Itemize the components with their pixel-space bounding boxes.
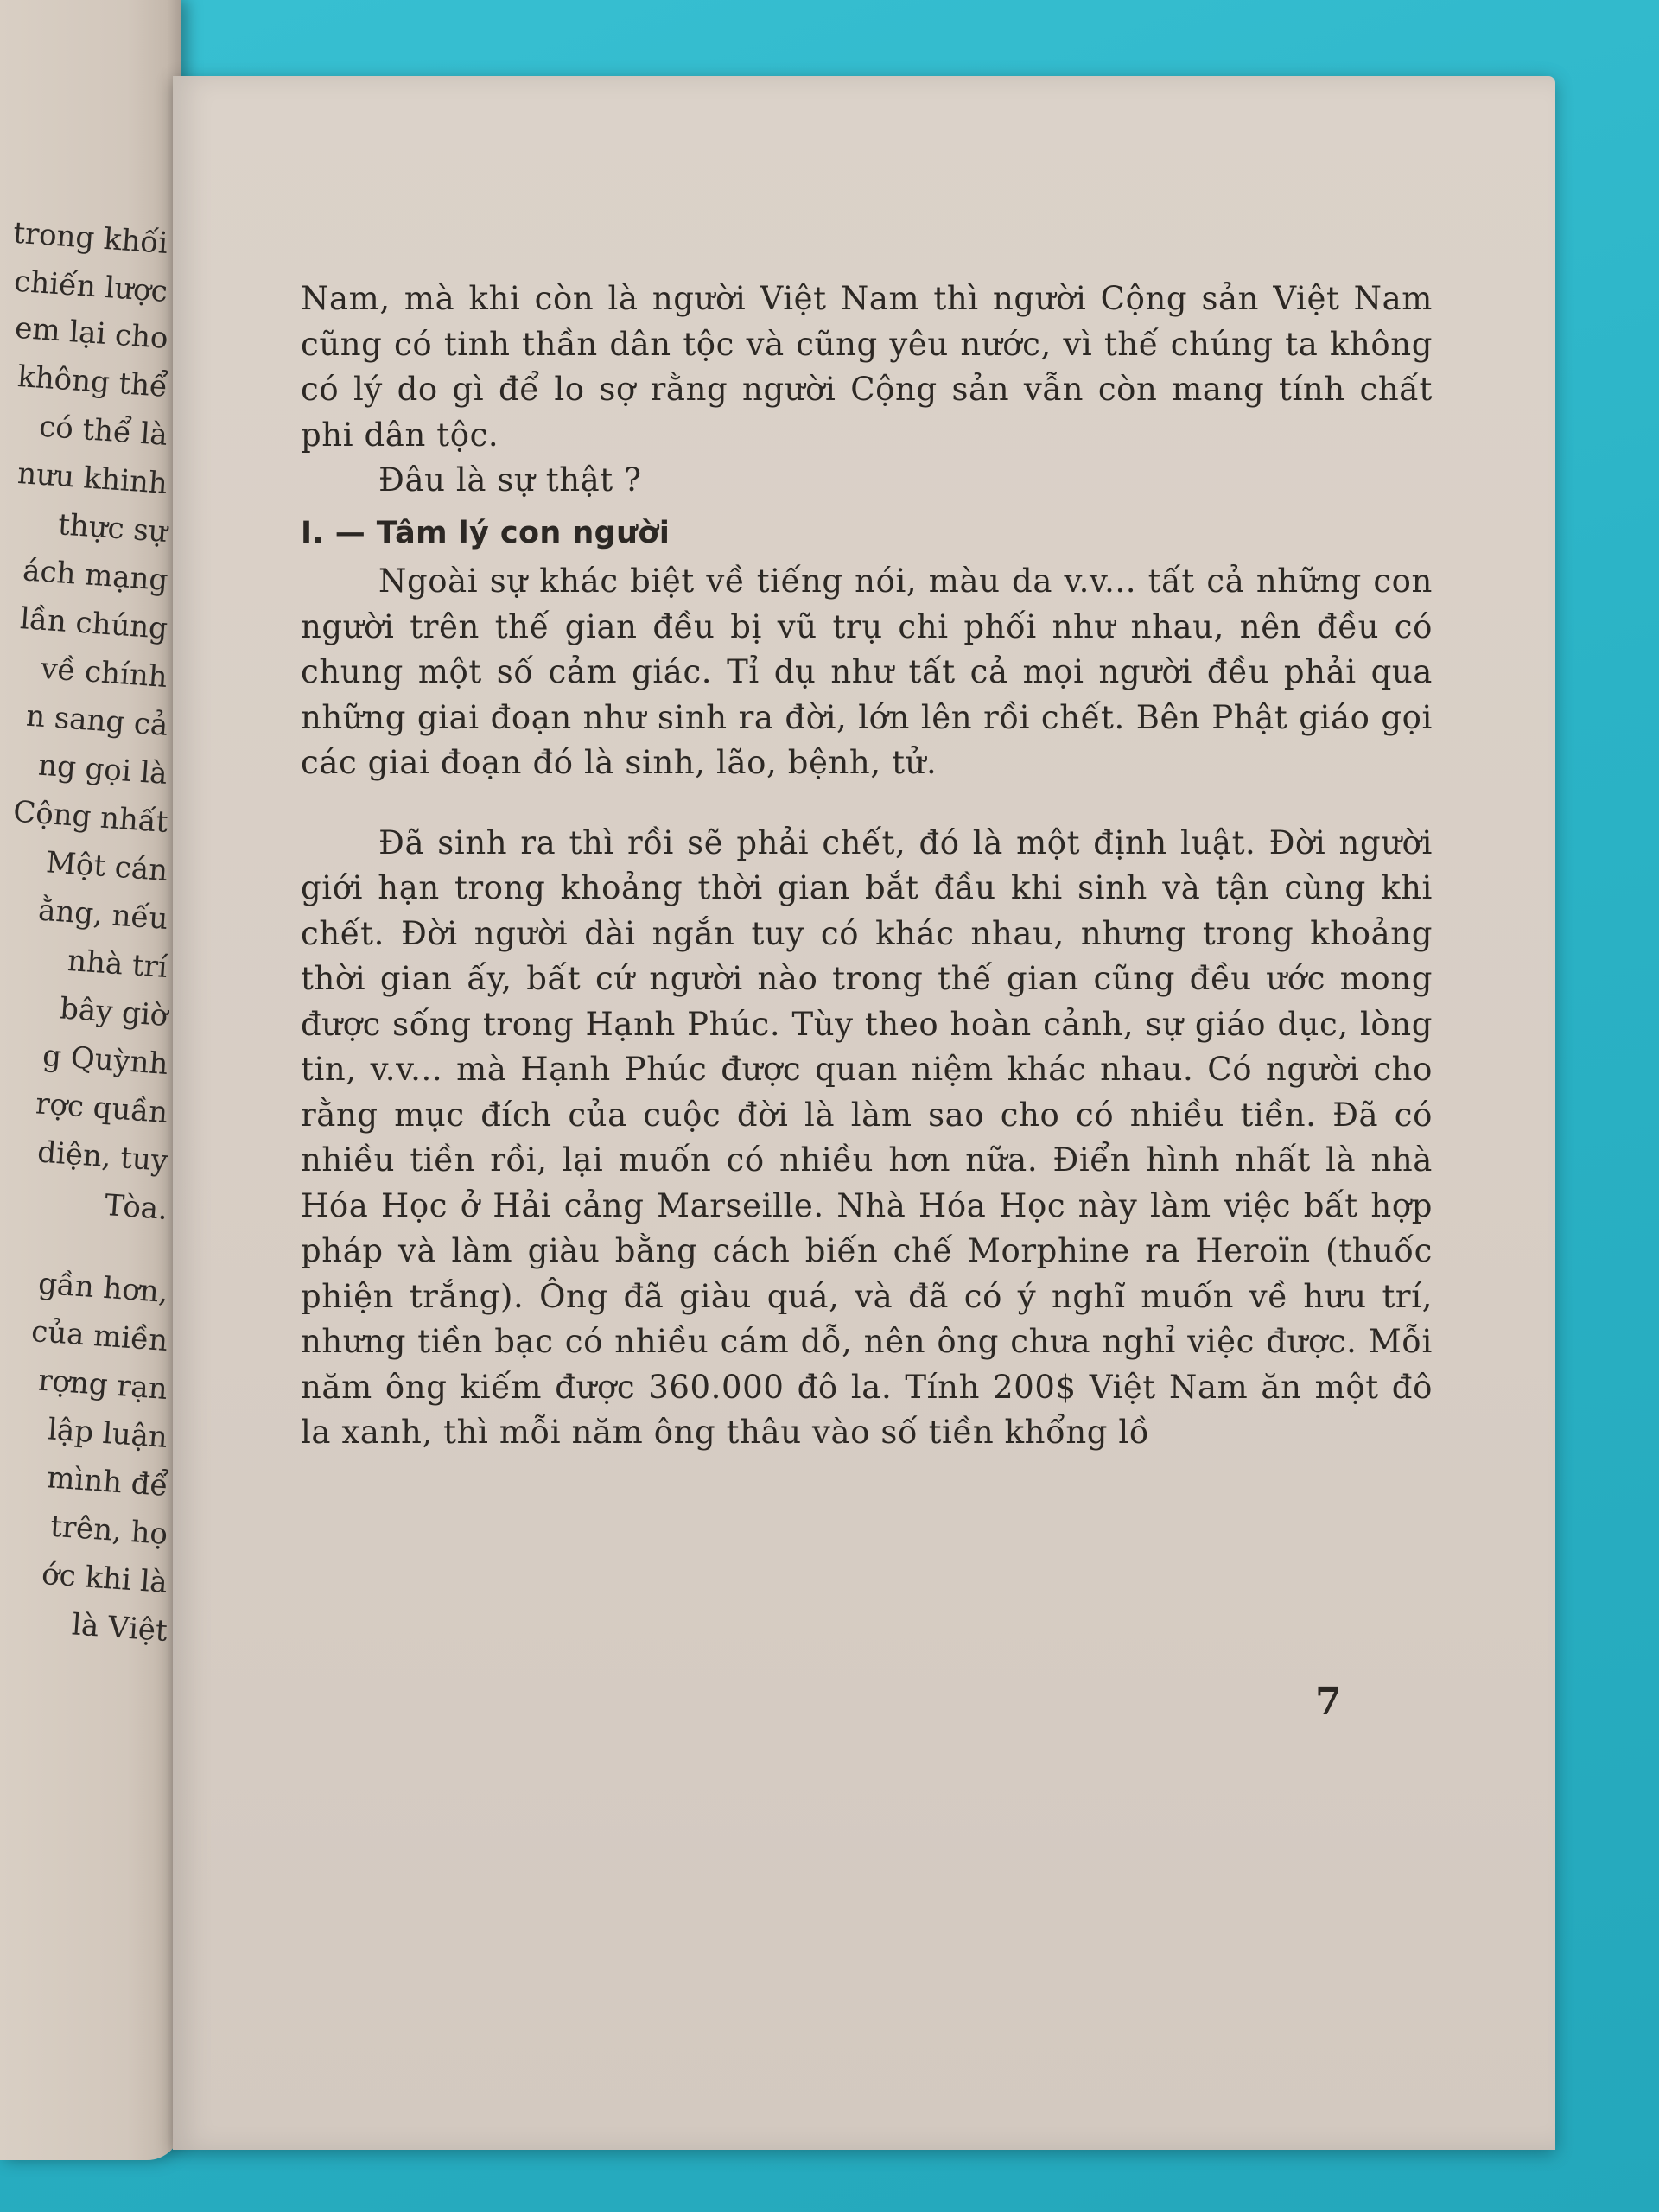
text-line: kiếm được 360.000 đô la. Tính 200$ Việt Nam ăn một: [460, 1368, 1379, 1406]
text-line: Học ở Hải cảng Marseille. Nhà Hóa Học này làm việc: [381, 1186, 1292, 1224]
text-line: cám dỗ, nên ông chưa nghỉ việc được. Mỗi năm ông: [301, 1323, 1433, 1406]
text-line: bất cứ người nào trong thế gian cũng đều ước mong: [526, 960, 1433, 997]
text-line: luật. Đời người giới hạn trong khoảng thời gian bắt: [301, 823, 1433, 906]
left-page-text-line: Tòa.: [103, 1187, 169, 1227]
left-page-text-line: chiến lược: [13, 264, 169, 309]
paragraph-1: [301, 559, 1433, 786]
text-line: bất hợp pháp và làm giàu bằng cách biến chế Morphine: [301, 1186, 1433, 1269]
text-line: muốn có nhiều hơn nữa. Điển hình nhất là nhà Hóa: [301, 1141, 1433, 1224]
left-page-text-line: Cộng nhất: [11, 794, 169, 840]
left-page-text-line: g Quỳnh: [41, 1038, 169, 1082]
left-page-text-line: trên, họ: [49, 1509, 169, 1552]
left-page-text-line: thực sự: [57, 507, 169, 550]
text-line: có ý nghĩ muốn về hưu trí, nhưng tiền bạc có nhiều: [301, 1277, 1433, 1360]
left-page-text-line: ằng, nếu: [36, 893, 169, 937]
text-line: giáo dục, lòng tin, v.v... mà Hạnh Phúc được quan niệm: [301, 1005, 1433, 1088]
left-page-text-line: ng gọi là: [37, 747, 169, 791]
left-page-text-line: là Việt: [71, 1607, 169, 1649]
text-line: Đã sinh ra thì rồi sẽ phải chết, đó là một định: [378, 823, 1167, 861]
text-line: người Cộng sản vẫn còn mang tính chất phi dân tộc.: [301, 371, 1433, 454]
left-page-text-line: nhà trí: [67, 943, 169, 985]
text-line: là làm sao cho có nhiều tiền. Đã có nhiều tiền rồi, lại: [301, 1096, 1433, 1179]
text-line: đoạn như sinh ra đời, lớn lên rồi chết. Bên Phật giáo: [490, 698, 1370, 736]
left-page-text-line: rợng rạn: [37, 1363, 169, 1407]
text-line: khác nhau. Có người cho rằng mục đích của cuộc đời: [301, 1051, 1433, 1134]
left-page-text-line: n sang cả: [24, 698, 169, 743]
text-line: ra Heroïn (thuốc phiện trắng). Ông đã giàu quá, và đã: [301, 1232, 1433, 1315]
intro-paragraph: [301, 276, 1433, 458]
left-page-text-line: gần hơn,: [36, 1266, 169, 1310]
section-heading: I. — Tâm lý con người: [301, 515, 671, 550]
left-page-text-line: diện, tuy: [35, 1135, 169, 1179]
left-page-text-line: Một cán: [44, 845, 169, 888]
left-page-text-line: rợc quần: [35, 1086, 169, 1130]
left-page-text-line: ách mạng: [21, 553, 169, 598]
text-line: cả những con người trên thế gian đều bị vũ trụ chi: [301, 563, 1433, 645]
text-line: đô la xanh, thì mỗi năm ông thâu vào số tiền khổng lồ: [301, 1368, 1433, 1451]
text-line: sản Việt Nam cũng có tinh thần dân tộc và cũng yêu: [301, 280, 1433, 363]
left-page-text-line: không thể: [16, 359, 169, 404]
left-page-text-line: về chính: [40, 651, 169, 695]
left-page-text-line: bây giờ: [58, 991, 169, 1033]
left-page-text-line: có thể là: [38, 409, 169, 453]
page-text: [301, 276, 1433, 1456]
left-page-text-line: của miền: [30, 1314, 169, 1358]
book-page: [173, 76, 1555, 2150]
text-line: được sống trong Hạnh Phúc. Tùy theo hoàn cảnh, sự: [301, 1005, 1184, 1043]
text-line: Nam, mà khi còn là người Việt Nam thì người Cộng: [301, 280, 1188, 317]
text-line: nước, vì thế chúng ta không có lý do gì để lo sợ rằng: [301, 325, 1433, 408]
text-line: phối như nhau, nên đều có chung một số cảm giác.: [301, 607, 1433, 690]
text-line: tuy có khác nhau, nhưng trong khoảng thời gian ấy,: [301, 914, 1433, 997]
left-page-text-line: mình để: [45, 1460, 169, 1503]
question-line: Đâu là sự thật ?: [378, 461, 642, 499]
left-page-text-line: trong khối: [12, 215, 169, 261]
left-page-text-line: lập luận: [47, 1412, 169, 1455]
left-page-edge: [0, 0, 181, 2160]
left-page-text-line: lần chúng: [19, 601, 169, 646]
page-number: 7: [1315, 1680, 1342, 1724]
paragraph-2: [301, 821, 1433, 1456]
text-line: Ngoài sự khác biệt về tiếng nói, màu da v.v... tất: [378, 563, 1195, 600]
text-line: đầu khi sinh và tận cùng khi chết. Đời người dài ngắn: [301, 869, 1433, 952]
left-page-text-line: em lại cho: [13, 310, 169, 356]
text-line: gọi các giai đoạn đó là sinh, lão, bệnh, tử.: [301, 698, 1433, 781]
left-page-text-line: nưu khinh: [16, 455, 169, 501]
left-page-text-line: ớc khi là: [41, 1556, 169, 1600]
text-line: Tỉ dụ như tất cả mọi người đều phải qua những giai: [301, 653, 1433, 736]
